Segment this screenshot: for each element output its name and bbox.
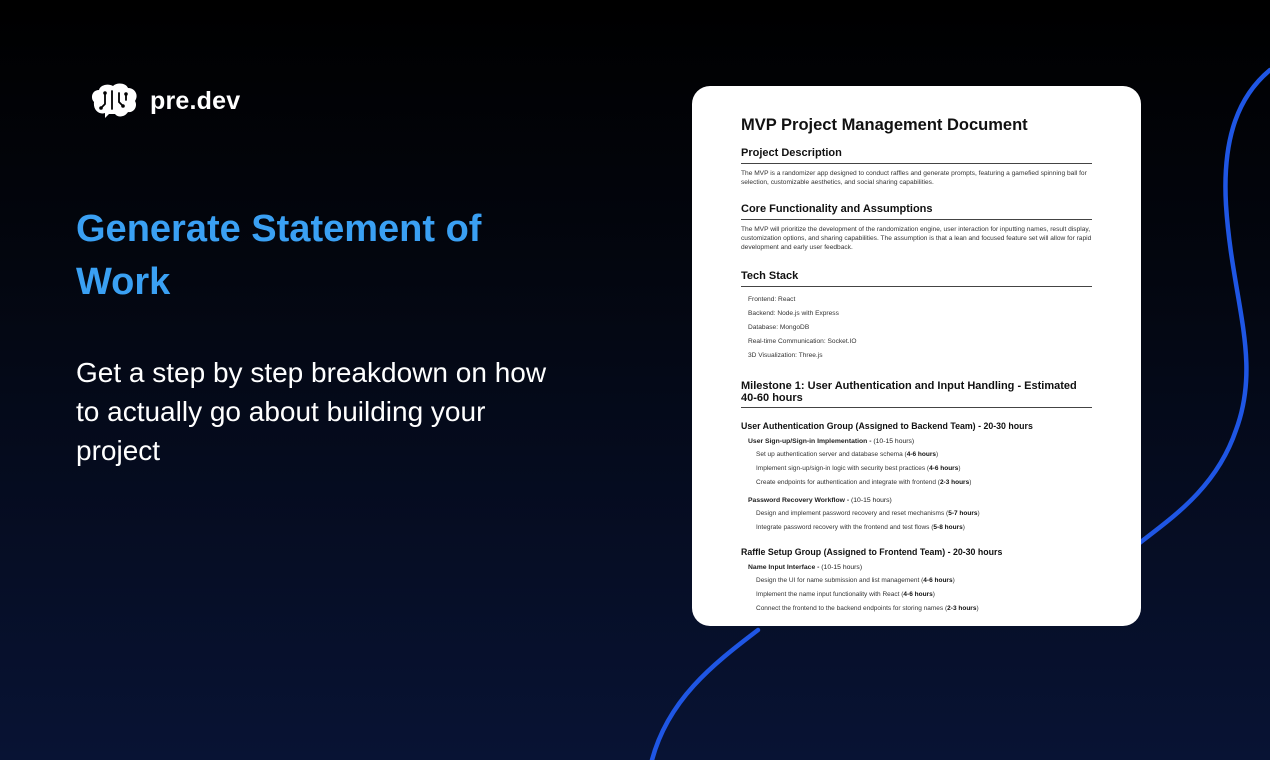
tech-stack-item: Database: MongoDB [748,323,810,331]
task-item: Set up authentication server and database schema (4-6 hours) [756,450,939,458]
task-hours: 4-6 hours [903,590,933,598]
subgroup-hours: (10-15 hours) [873,437,915,445]
subgroup-title: Password Recovery Workflow [748,496,845,504]
task-item: Design and implement password recovery and reset mechanisms (5-7 hours) [756,509,980,517]
subgroup-heading: User Sign-up/Sign-in Implementation - (10-15 hours) [748,437,915,445]
task-text: Implement the name input functionality with React [756,590,900,598]
tech-stack-item: 3D Visualization: Three.js [748,351,823,359]
document-preview-card [692,86,1141,626]
section-heading-tech-stack: Tech Stack [741,270,1092,287]
milestone-estimate: Estimated 40-60 hours [741,379,1077,404]
task-hours: 2-3 hours [939,478,970,486]
group-hours: 20-30 hours [952,546,1003,557]
core-functionality-text: The MVP will prioritize the development of the randomization engine, user interaction for inputting names, result display, customization options, and sharing capabilities. The assumption is that a lean and focused feature set will allow for rapid development and early user feedback. [741,226,1092,251]
project-description-text: The MVP is a randomizer app designed to conduct raffles and generate prompts, featuring a gamefied spinning ball for selection, customizable aesthetics, and social sharing capabilities. [741,170,1087,186]
tech-stack-item: Frontend: React [748,295,796,303]
group-title: Raffle Setup Group (Assigned to Frontend Team) [741,546,946,557]
task-hours: 4-6 hours [923,576,953,584]
task-item: Integrate password recovery with the frontend and test flows (5-8 hours) [756,523,965,531]
task-text: Set up authentication server and database schema [756,450,903,458]
section-heading-project-description: Project Description [741,147,1092,164]
task-text: Implement sign-up/sign-in logic with security best practices [756,464,926,472]
tech-stack-item: Real-time Communication: Socket.IO [748,337,857,345]
task-item: Connect the frontend to the backend endpoints for storing names (2-3 hours) [756,604,979,612]
group-hours: 20-30 hours [983,420,1033,431]
hero-headline: Generate Statement of Work [76,208,482,303]
task-text: Design and implement password recovery and reset mechanisms [756,509,945,517]
group-heading: Raffle Setup Group (Assigned to Frontend Team) - 20-30 hours [741,546,1003,557]
task-text: Connect the frontend to the backend endpoints for storing names [756,604,944,612]
task-item: Create endpoints for authentication and integrate with frontend (2-3 hours) [756,478,972,486]
task-text: Integrate password recovery with the frontend and test flows [756,523,930,531]
subgroup-title: Name Input Interface [748,563,816,571]
document [741,116,1092,616]
group-heading: User Authentication Group (Assigned to Backend Team) - 20-30 hours [741,420,1033,431]
brain-circuit-icon [88,82,140,120]
hero-subtext: Get a step by step breakdown on how to actually go about building your project [76,357,547,466]
milestone-title: Milestone 1: User Authentication and Input Handling [741,379,1015,392]
task-hours: 4-6 hours [929,464,959,472]
task-item: Implement the name input functionality with React (4-6 hours) [756,590,935,598]
subgroup-heading: Password Recovery Workflow - (10-15 hours) [748,496,892,504]
section-heading-core-functionality: Core Functionality and Assumptions [741,203,1092,220]
subgroup-heading: Name Input Interface - (10-15 hours) [748,563,863,571]
subgroup-hours: (10-15 hours) [821,563,863,571]
task-hours: 4-6 hours [906,450,936,458]
task-hours: 5-7 hours [948,509,978,517]
task-hours: 2-3 hours [947,604,977,612]
milestone-heading: Milestone 1: User Authentication and Input Handling - Estimated 40-60 hours [741,380,1092,408]
task-hours: 5-8 hours [933,523,963,531]
task-item: Design the UI for name submission and list management (4-6 hours) [756,576,955,584]
tech-stack-item: Backend: Node.js with Express [748,309,839,317]
subgroup-hours: (10-15 hours) [851,496,892,504]
task-item: Implement sign-up/sign-in logic with security best practices (4-6 hours) [756,464,961,472]
brand-logo[interactable] [88,82,240,120]
brand-name: pre.dev [150,86,241,115]
task-text: Create endpoints for authentication and integrate with frontend [756,478,936,486]
document-title: MVP Project Management Document [741,116,1028,134]
task-text: Design the UI for name submission and list management [756,576,920,584]
tech-stack-list [748,293,1092,363]
group-title: User Authentication Group (Assigned to Backend Team) [741,420,976,431]
subgroup-title: User Sign-up/Sign-in Implementation [748,437,868,445]
